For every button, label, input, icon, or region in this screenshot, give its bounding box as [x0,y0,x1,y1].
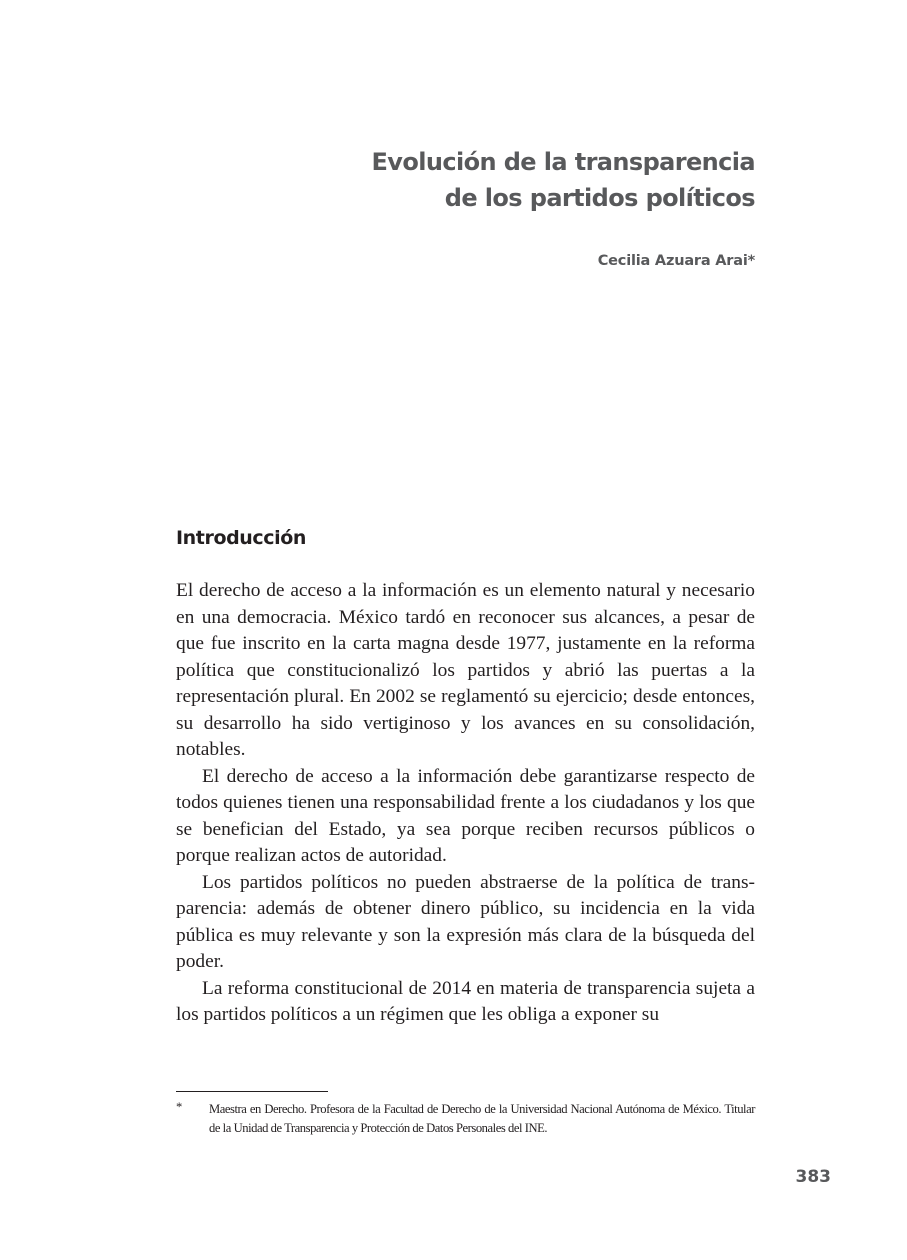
body-text [176,578,755,1029]
section-heading: Introducción [176,527,307,549]
chapter-title [371,144,755,216]
footnote-marker: * [176,1100,183,1114]
paragraph-3: Los partidos políticos no pueden abstraerse de la política de transparencia: además de obtener dinero público, su incidencia en la vida pública es muy relevante y son la expresión más clara de la búsqueda del poder. [176,871,755,972]
paragraph-4: La reforma constitucional de 2014 en materia de transparencia sujeta a los partidos políticos a un régimen que les obliga a exponer su [176,977,755,1025]
chapter-title-line-1: Evolución de la transparencia [371,148,755,176]
paragraph-2: El derecho de acceso a la información debe garantizarse respecto de todos quienes tienen una responsabilidad frente a los ciudadanos y los que se benefician del Estado, ya sea porque reciben recursos públicos o porque realizan actos de autoridad. [176,765,755,866]
footnote [176,1100,755,1138]
footnote-text: Maestra en Derecho. Profesora de la Facultad de Derecho de la Universidad Nacional Autónoma de México. Titular de la Unidad de Transparencia y Protección de Datos Personales del INE. [209,1102,755,1135]
paragraph-1: El derecho de acceso a la información es un elemento natural y necesario en una democracia. México tardó en reconocer sus alcances, a pesar de que fue inscrito en la carta magna desde 1977, justamente en la reforma política que constitucionalizó los partidos y abrió las puertas a la representación plural. En 2002 se reglamentó su ejercicio; desde entonces, su desarrollo ha sido vertiginoso y los avances en su consolidación, notables. [176,580,755,760]
footnote-divider [176,1091,328,1092]
chapter-title-line-2: de los partidos políticos [444,184,755,212]
author-name: Cecilia Azuara Arai* [597,253,755,269]
page-number: 383 [795,1167,831,1187]
